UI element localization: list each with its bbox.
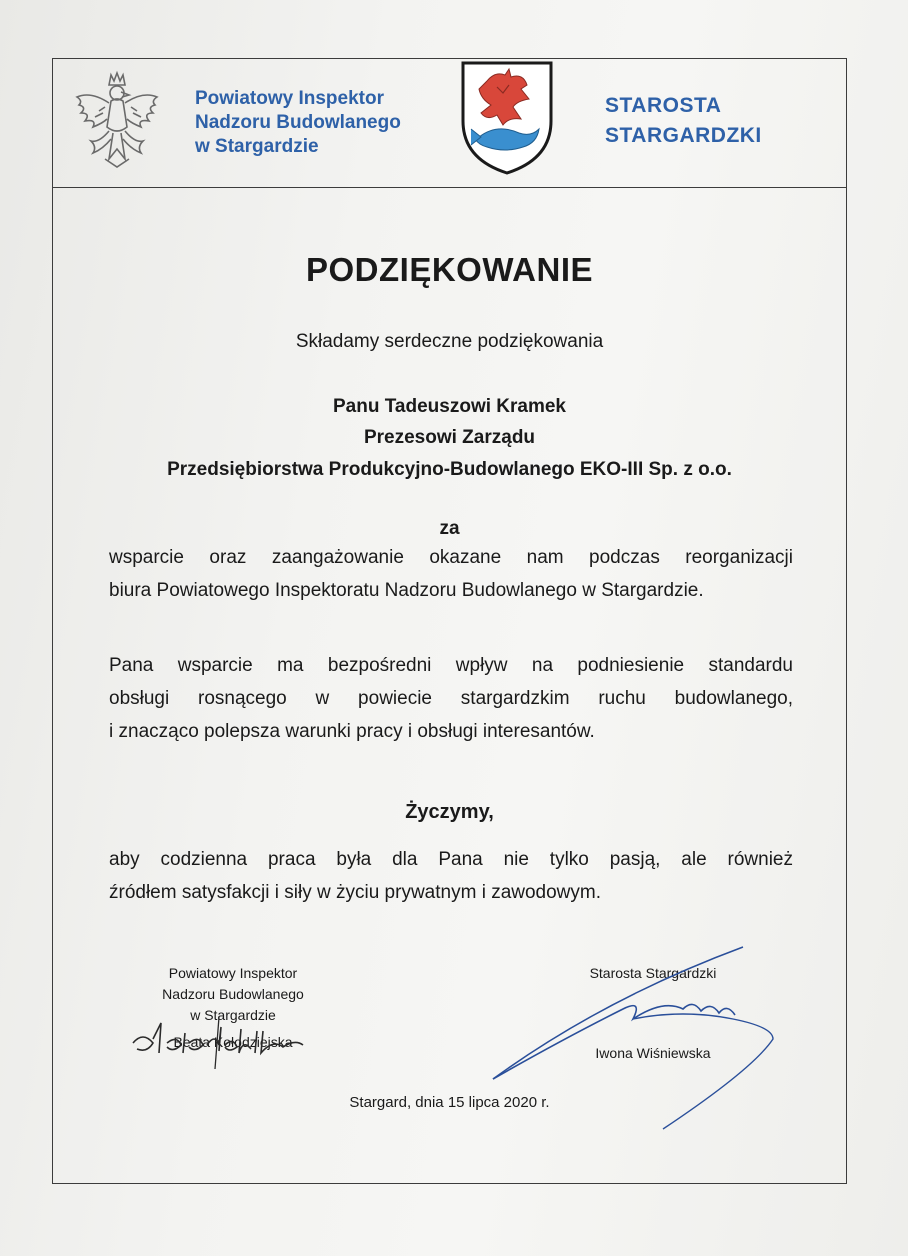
recipient-name: Panu Tadeuszowi Kramek <box>333 396 566 417</box>
pinb-header-line-3: w Stargardzie <box>195 136 319 157</box>
paragraph-wishes-line-1: aby codzienna praca była dla Pana nie tylko pasją, ale również <box>109 849 793 870</box>
paragraph-wishes <box>109 843 793 909</box>
pinb-header-text <box>195 87 401 159</box>
document-title: PODZIĘKOWANIE <box>305 251 594 288</box>
place-and-date: Stargard, dnia 15 lipca 2020 r. <box>349 1094 550 1111</box>
paragraph-impact-line-2: obsługi rosnącego w powiecie stargardzkim ruchu budowlanego, <box>109 688 793 709</box>
pinb-header-line-2: Nadzoru Budowlanego <box>195 112 401 133</box>
paragraph-support <box>109 541 793 607</box>
pinb-header-line-1: Powiatowy Inspektor <box>195 88 384 109</box>
recipient-position: Prezesowi Zarządu <box>363 427 536 448</box>
paragraph-impact-line-1: Pana wsparcie ma bezpośredni wpływ na podniesienie standardu <box>109 655 793 676</box>
paragraph-support-line-2: biura Powiatowego Inspektoratu Nadzoru Budowlanego w Stargardzie. <box>109 580 704 601</box>
wish-heading: Życzymy, <box>405 801 494 823</box>
signature-block-left <box>133 963 333 1053</box>
signature-left-line-2: Nadzoru Budowlanego <box>162 986 304 1002</box>
letterhead <box>53 59 846 188</box>
recipient-company: Przedsiębiorstwa Produkcyjno-Budowlanego EKO-III Sp. z o.o. <box>167 459 732 480</box>
signature-block-right <box>553 963 753 984</box>
signature-right-title: Starosta Stargardzki <box>589 965 717 981</box>
starosta-header-text <box>605 91 762 151</box>
starosta-header-line-2: STARGARDZKI <box>605 124 762 147</box>
paragraph-impact-line-3: i znacząco polepsza warunki pracy i obsługi interesantów. <box>109 721 595 742</box>
signature-left-line-3: w Stargardzie <box>190 1007 276 1023</box>
signature-right-name-block <box>553 1043 753 1064</box>
certificate-frame <box>52 58 847 1184</box>
paragraph-support-line-1: wsparcie oraz zaangażowanie okazane nam podczas reorganizacji <box>109 547 793 568</box>
signature-left-line-1: Powiatowy Inspektor <box>168 965 298 981</box>
polish-eagle-emblem-icon <box>69 67 165 175</box>
starosta-header-line-1: STAROSTA <box>605 94 722 117</box>
paragraph-impact <box>109 649 793 748</box>
stargard-county-coat-of-arms-icon <box>457 59 557 177</box>
signature-left-name: Beata Kołodziejska <box>173 1034 293 1050</box>
paragraph-wishes-line-2: źródłem satysfakcji i siły w życiu prywatnym i zawodowym. <box>109 882 602 903</box>
intro-text: Składamy serdeczne podziękowania <box>295 331 604 352</box>
za-word: za <box>439 518 460 539</box>
signature-right-name: Iwona Wiśniewska <box>595 1045 711 1061</box>
